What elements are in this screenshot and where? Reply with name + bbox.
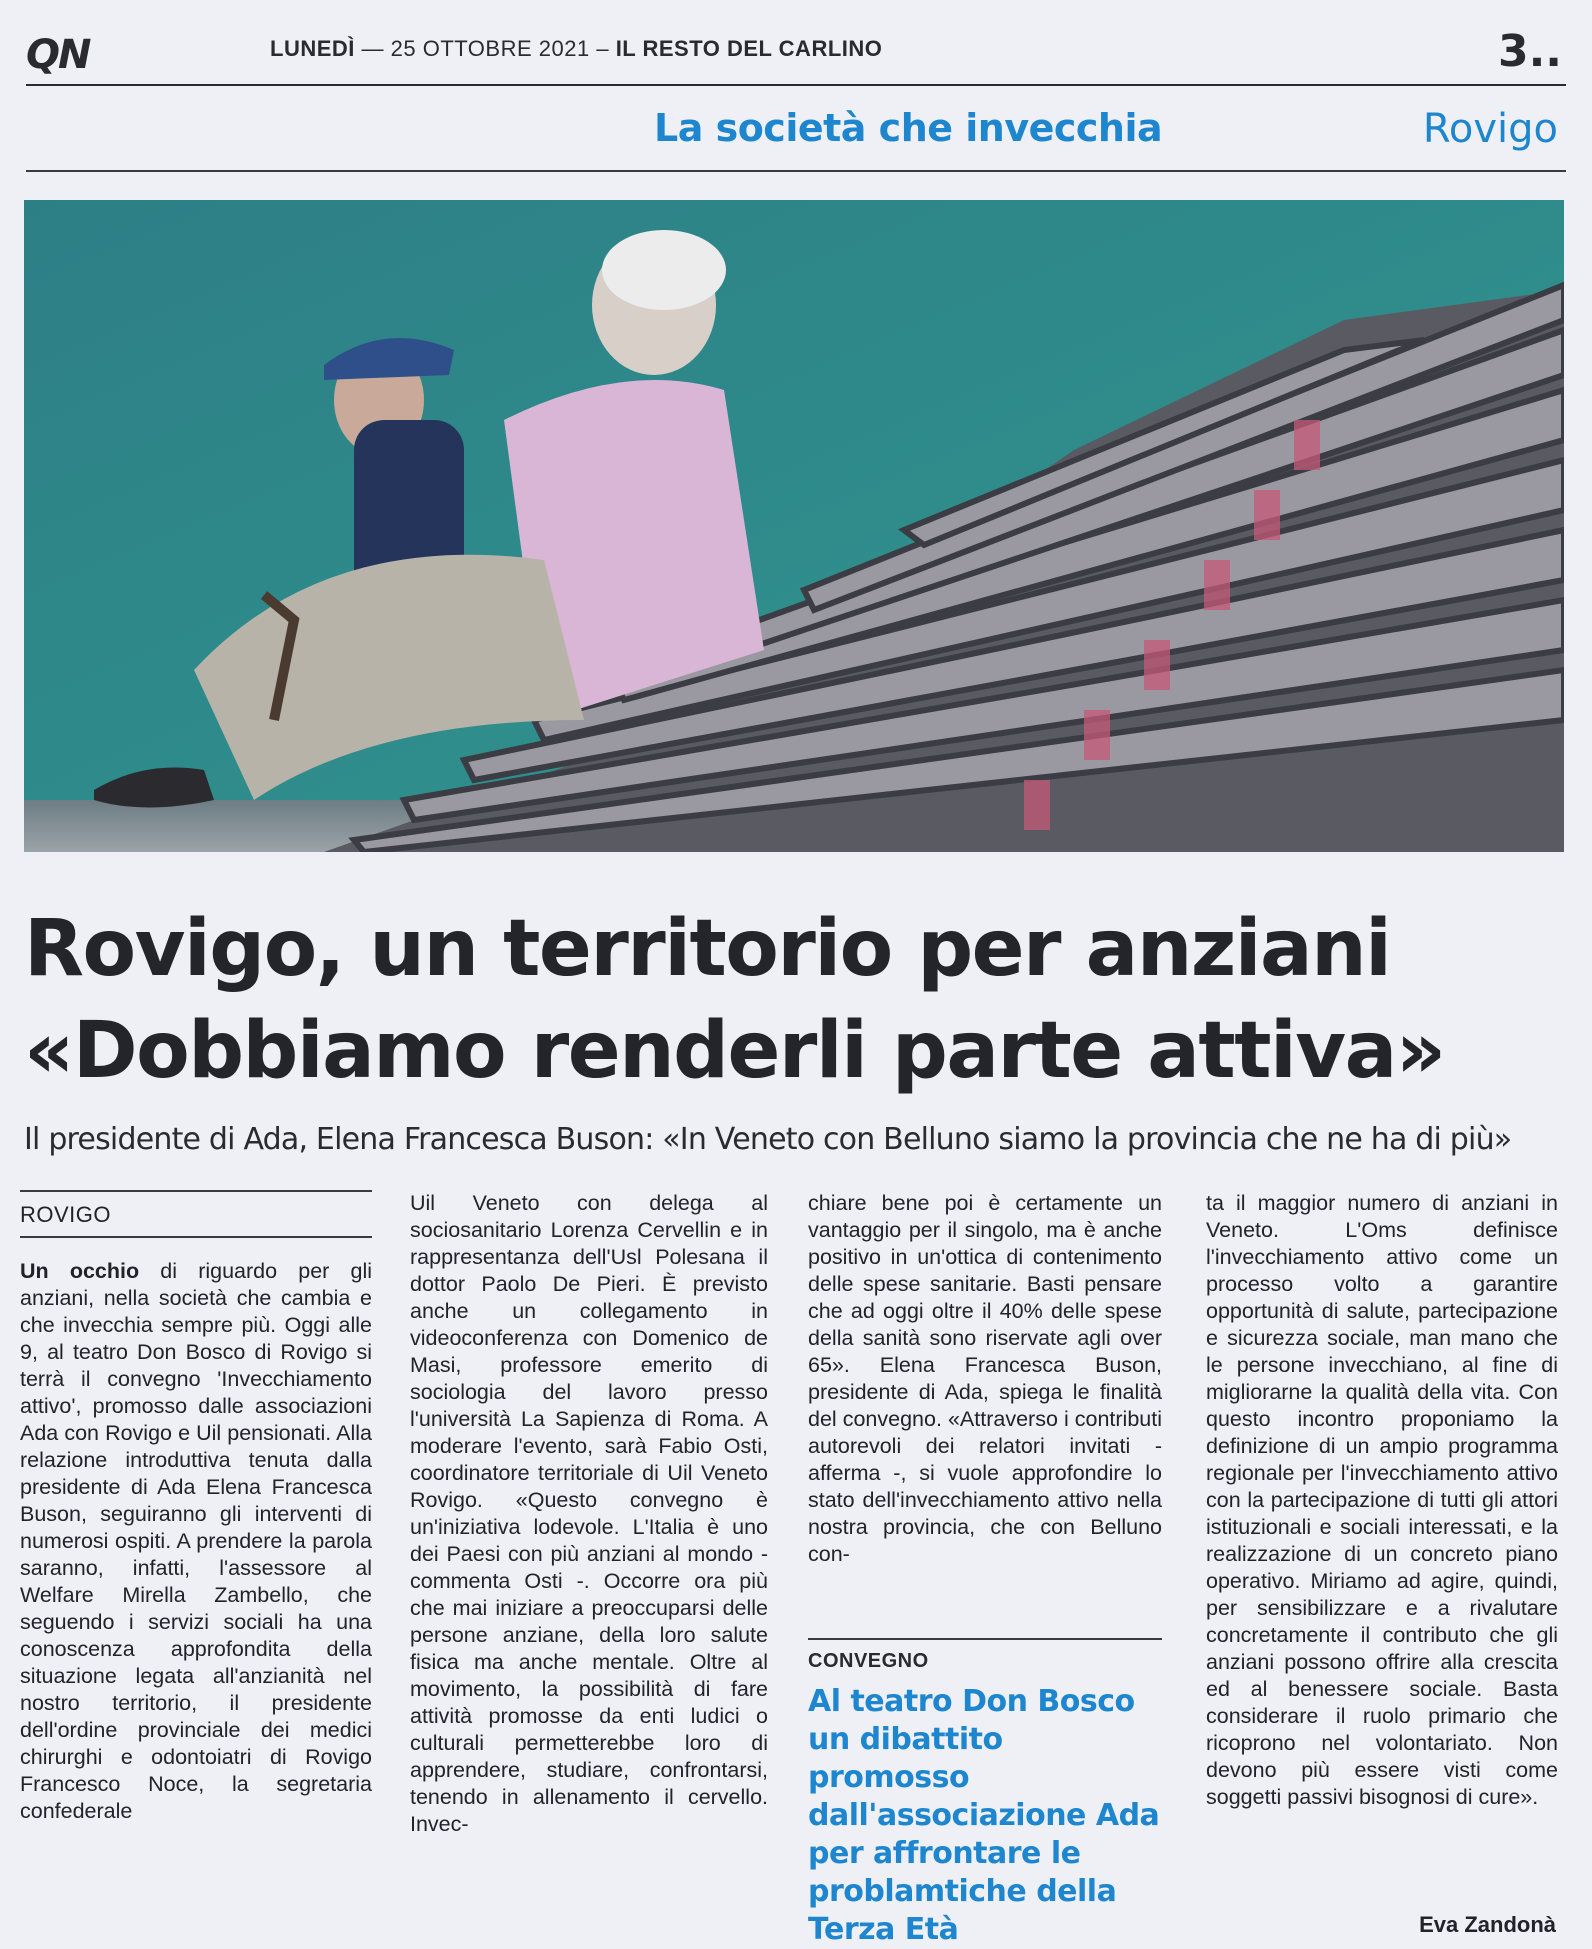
qn-logo: QN bbox=[26, 32, 90, 78]
lead-words: Un occhio bbox=[20, 1259, 140, 1283]
article-column-1 bbox=[20, 1190, 372, 1825]
article-dateline: ROVIGO bbox=[20, 1190, 372, 1238]
column-4-text: ta il maggior numero di anziani in Veneto. L'Oms definisce l'invecchiamento attivo come un processo volto a garantire opportunità di salute, partecipazione e sicurezza sociale, man mano che le persone invecchiano, al fine di migliorarne la qualità della vita. Con questo incontro proponiamo la definizione di un ampio programma regionale per l'invecchiamento attivo con la partecipazione di tutti gli attori istituzionali e sociali interessati, e la realizzazione di un concreto piano operativo. Miriamo ad agire, quindi, per sensibilizzare e a rivalutare concretamente il contributo che gli anziani possono offrire alla crescita ed al benessere sociale. Basta considerare il ruolo primario che ricoprono nel volontariato. Non devono più essere visti come soggetti passivi bisognosi di cure». bbox=[1206, 1191, 1558, 1809]
section-title: La società che invecchia bbox=[654, 106, 1163, 150]
masthead-paper: IL RESTO DEL CARLINO bbox=[615, 36, 883, 61]
convegno-box bbox=[808, 1638, 1162, 1949]
section-place: Rovigo bbox=[1422, 106, 1558, 152]
article-column-3 bbox=[808, 1190, 1162, 1568]
masthead-date: — 25 OTTOBRE 2021 – bbox=[361, 36, 610, 61]
headline-line-1: Rovigo, un territorio per anziani bbox=[24, 904, 1391, 994]
masthead bbox=[26, 26, 1566, 86]
column-1-text bbox=[20, 1258, 372, 1825]
article-byline: Eva Zandonà bbox=[1419, 1912, 1556, 1937]
column-1-body: di riguardo per gli anziani, nella società che cambia e che invecchia sempre più. Oggi alle 9, al teatro Don Bosco di Rovigo si terrà il convegno 'Invecchiamento attivo', promosso dalle associazioni Ada con Rovigo e Uil pensionati. Alla relazione introduttiva tenuta dalla presidente di Ada Elena Francesca Buson, seguiranno gli interventi di numerosi ospiti. A prendere la parola saranno, infatti, l'assessore al Welfare Mirella Zambello, che seguendo i servizi sociali ha una conoscenza approfondita della situazione legata all'anzianità nel nostro territorio, il presidente dell'ordine provinciale dei medici chirurghi e odontoiatri di Rovigo Francesco Noce, la segretaria confederale bbox=[20, 1259, 372, 1823]
article-headline bbox=[24, 898, 1584, 1102]
elderly-men-on-bench-photo bbox=[24, 200, 1564, 852]
convegno-title: Al teatro Don Bosco un dibattito promosso dall'associazione Ada per affrontare le problamtiche della Terza Età bbox=[808, 1684, 1160, 1947]
masthead-dateline bbox=[270, 36, 882, 62]
column-2-text: Uil Veneto con delega al sociosanitario Lorenza Cervellin e in rappresentanza dell'Usl Polesana il dottor Paolo De Pieri. È previsto anche un collegamento in videoconferenza con Domenico de Masi, professore emerito di sociologia del lavoro presso l'università La Sapienza di Roma. A moderare l'evento, sarà Fabio Osti, coordinatore territoriale di Uil Veneto Rovigo. «Questo convegno è un'iniziativa lodevole. L'Italia è uno dei Paesi con più anziani al mondo - commenta Osti -. Occorre ora più che mai iniziare a preoccuparsi delle persone anziane, della loro salute fisica ma anche mentale. Oltre al movimento, la possibilità di fare attività promosse da enti ludici o culturali permetterebbe loro di apprendere, studiare, confrontarsi, tenendo in allenamento il cervello. Invec- bbox=[410, 1191, 768, 1836]
article-column-2 bbox=[410, 1190, 768, 1838]
column-3-text: chiare bene poi è certamente un vantaggio per il singolo, ma è anche positivo in un'ottica di contenimento delle spese sanitarie. Basti pensare che ad oggi oltre il 40% delle spese della sanità sono riservate agli over 65». Elena Francesca Buson, presidente di Ada, spiega le finalità del convegno. «Attraverso i contributi autorevoli dei relatori invitati - afferma -, si vuole approfondire lo stato dell'invecchiamento attivo nella nostra provincia, che con Belluno con- bbox=[808, 1191, 1162, 1566]
article-photo bbox=[24, 200, 1564, 852]
convegno-label: CONVEGNO bbox=[808, 1650, 929, 1672]
page-number: 3.. bbox=[1497, 26, 1562, 77]
section-bar bbox=[26, 88, 1566, 172]
article-column-4 bbox=[1206, 1190, 1558, 1811]
headline-line-2: «Dobbiamo renderli parte attiva» bbox=[24, 1006, 1445, 1096]
article-subheadline: Il presidente di Ada, Elena Francesca Buson: «In Veneto con Belluno siamo la provincia che ne ha di più» bbox=[24, 1122, 1512, 1157]
masthead-day: LUNEDÌ bbox=[270, 36, 355, 61]
